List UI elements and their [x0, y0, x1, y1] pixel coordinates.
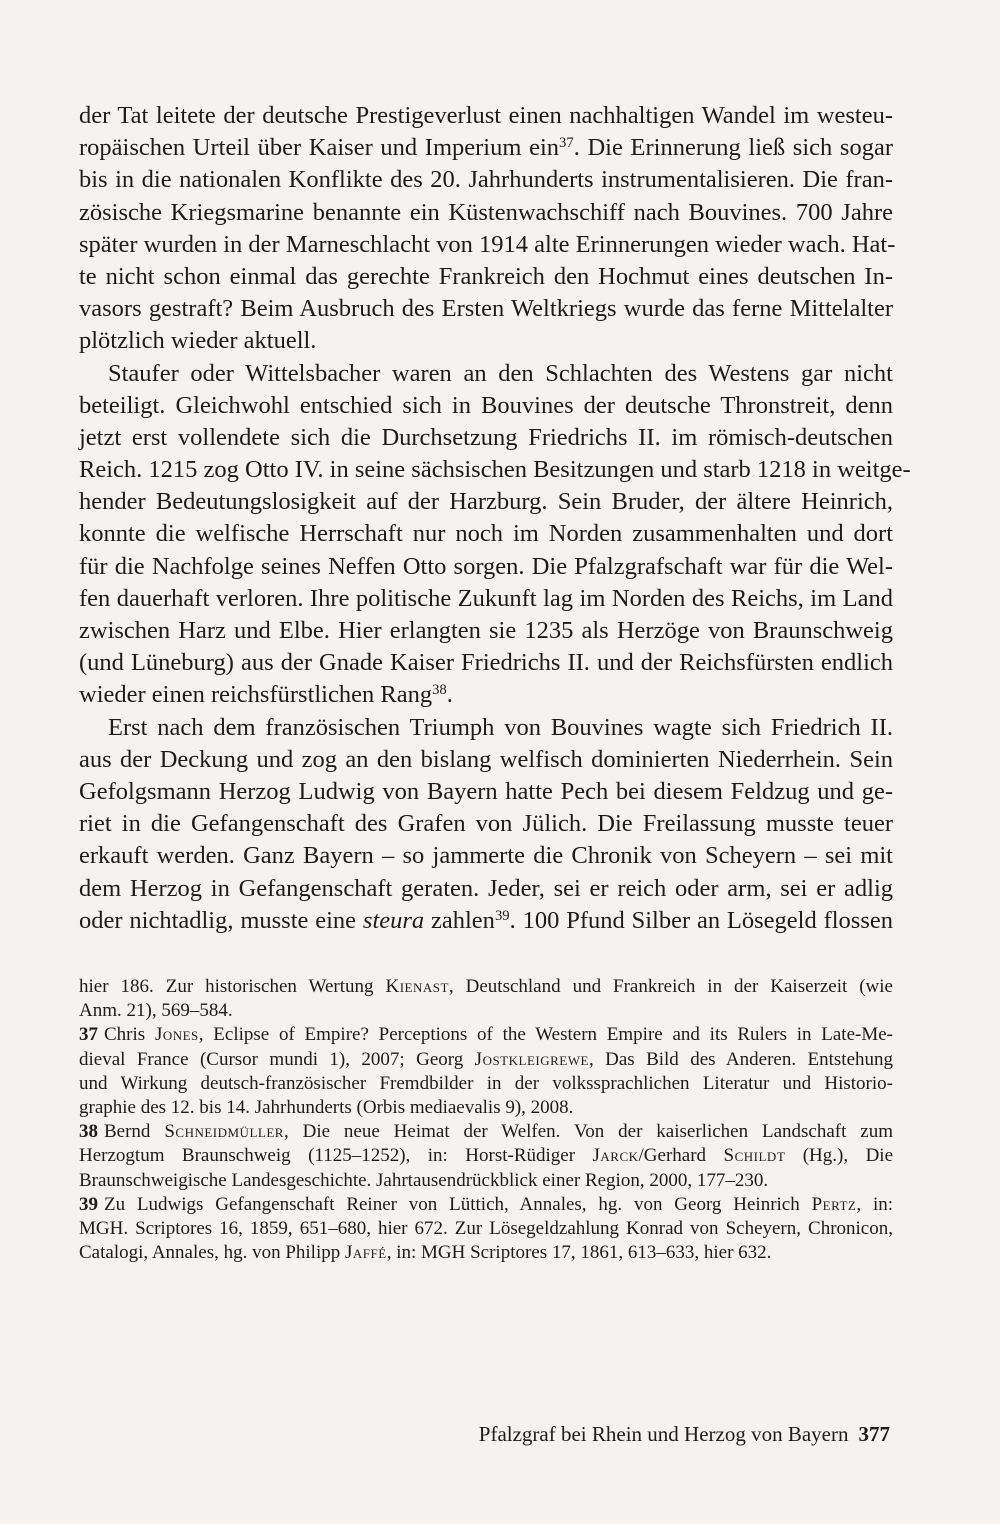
text-span: , in:: [856, 1193, 893, 1215]
text-span: Zu Ludwigs Gefangenschaft Reiner von Lüttich, Annales, hg. von Georg Heinrich: [104, 1193, 812, 1215]
text-line: [79, 905, 893, 937]
author-name: Schildt: [723, 1145, 786, 1167]
text-span: für die Nachfolge seines Neffen Otto sorgen. Die Pfalzgrafschaft war für die Wel-: [79, 552, 893, 580]
text-span: .: [446, 681, 453, 709]
text-span: Erst nach dem französischen Triumph von Bouvines wagte sich Friedrich II.: [108, 713, 893, 741]
footnote-line: [79, 1169, 893, 1193]
footnote-38: [79, 1120, 893, 1144]
text-span: Herzogtum Braunschweig (1125–1252), in: Horst-Rüdiger: [79, 1145, 593, 1167]
footnote-line: [79, 975, 893, 999]
text-line: [79, 744, 893, 776]
footnote-37: [79, 1023, 893, 1047]
text-span: /Gerhard: [638, 1145, 724, 1167]
footnote-line: [79, 1072, 893, 1096]
author-name: Jones: [154, 1024, 199, 1046]
text-span: . Die Erinnerung ließ sich sogar: [573, 134, 893, 162]
text-line: [79, 518, 893, 550]
author-name: Schneidmüller: [164, 1121, 284, 1143]
text-line: [79, 679, 893, 711]
text-span: bis in die nationalen Konflikte des 20. Jahrhunderts instrumentalisieren. Die fran-: [79, 166, 893, 194]
text-line: [79, 615, 893, 647]
footnote-number: 37: [79, 1024, 98, 1046]
text-span: Braunschweigische Landesgeschichte. Jahrtausendrückblick einer Region, 2000, 177–230.: [79, 1169, 769, 1191]
footnote-line: [79, 1096, 893, 1120]
footnote-number: 39: [79, 1193, 98, 1215]
text-span: riet in die Gefangenschaft des Grafen von Jülich. Die Freilassung musste teuer: [79, 810, 893, 838]
text-span: zwischen Harz und Elbe. Hier erlangten sie 1235 als Herzöge von Braunschweig: [79, 617, 893, 644]
text-span: MGH. Scriptores 16, 1859, 651–680, hier 672. Zur Lösegeldzahlung Konrad von Scheyern, Chronicon,: [79, 1217, 893, 1239]
text-span: später wurden in der Marneschlacht von 1914 alte Erinnerungen wieder wach. Hat-: [79, 230, 896, 258]
text-span: , Das Bild des Anderen. Entstehung: [588, 1048, 894, 1070]
italic-term: steura: [362, 906, 425, 934]
text-span: ropäischen Urteil über Kaiser und Imperium ein: [79, 134, 560, 162]
text-line: [79, 583, 893, 615]
text-line: [79, 808, 893, 840]
text-span: plötzlich wieder aktuell.: [79, 327, 317, 355]
text-span: dem Herzog in Gefangenschaft geraten. Jeder, sei er reich oder arm, sei er adlig: [79, 874, 893, 902]
text-span: oder nichtadlig, musste eine: [79, 906, 363, 934]
running-title: Pfalzgraf bei Rhein und Herzog von Bayern: [478, 1422, 849, 1446]
author-name: Jaffé: [345, 1242, 387, 1264]
author-name: Pertz: [811, 1193, 857, 1215]
text-span: , Die neue Heimat der Welfen. Von der kaiserlichen Landschaft zum: [283, 1121, 893, 1143]
footnote-number: 38: [79, 1121, 98, 1143]
text-span: konnte die welfische Herrschaft nur noch im Norden zusammenhalten und dort: [79, 520, 893, 548]
text-span: , Deutschland und Frankreich in der Kaiserzeit (wie: [448, 976, 893, 997]
text-span: Bernd: [104, 1121, 165, 1143]
footnote-ref-38: 38: [432, 682, 447, 699]
footnote-line: [79, 1217, 893, 1241]
text-span: jetzt erst vollendete sich die Durchsetzung Friedrichs II. im römisch-deutschen: [79, 423, 893, 451]
footnote-line: [79, 999, 893, 1023]
text-span: vasors gestraft? Beim Ausbruch des Ersten Weltkriegs wurde das ferne Mittelalter: [79, 295, 893, 323]
footnote-ref-37: 37: [559, 135, 574, 152]
text-span: te nicht schon einmal das gerechte Frankreich den Hochmut eines deutschen In-: [79, 262, 893, 290]
text-line: [79, 293, 893, 325]
text-span: dieval France (Cursor mundi 1), 2007; Georg: [79, 1048, 475, 1070]
text-line: [79, 454, 911, 486]
footnote-line: [79, 1048, 893, 1072]
text-span: zahlen: [424, 906, 495, 934]
text-span: der Tat leitete der deutsche Prestigeverlust einen nachhaltigen Wandel im westeu-: [79, 102, 893, 129]
text-span: , Eclipse of Empire? Perceptions of the Western Empire and its Rulers in Late-Me-: [198, 1024, 893, 1046]
text-span: Gefolgsmann Herzog Ludwig von Bayern hatte Pech bei diesem Feldzug und ge-: [79, 777, 893, 805]
text-span: . 100 Pfund Silber an Lösegeld flossen: [509, 906, 893, 934]
text-span: Chris: [104, 1024, 155, 1046]
text-span: aus der Deckung und zog an den bislang welfisch dominierten Niederrhein. Sein: [79, 745, 893, 773]
text-span: beteiligt. Gleichwohl entschied sich in Bouvines der deutsche Thronstreit, denn: [79, 391, 893, 419]
page-number: 377: [858, 1422, 890, 1446]
text-span: Staufer oder Wittelsbacher waren an den Schlachten des Westens gar nicht: [108, 359, 893, 387]
text-line: [79, 358, 893, 390]
text-line: [79, 840, 893, 872]
text-line: [79, 422, 893, 454]
text-span: erkauft werden. Ganz Bayern – so jammerte die Chronik von Scheyern – sei mit: [79, 842, 893, 870]
main-text: [79, 100, 911, 937]
text-line: [79, 197, 893, 229]
text-span: wieder einen reichsfürstlichen Rang: [79, 681, 433, 709]
text-span: Anm. 21), 569–584.: [79, 1000, 233, 1022]
text-span: graphie des 12. bis 14. Jahrhunderts (Orbis mediaevalis 9), 2008.: [79, 1096, 574, 1118]
text-line: [79, 486, 893, 518]
text-line: [79, 325, 893, 357]
text-line: [79, 551, 893, 583]
footnote-line: [79, 1144, 893, 1168]
running-footer: [479, 1422, 890, 1447]
footnotes: [79, 975, 893, 1265]
text-span: , in: MGH Scriptores 17, 1861, 613–633, hier 632.: [386, 1242, 772, 1264]
text-span: hier 186. Zur historischen Wertung: [79, 976, 386, 997]
text-line: [79, 229, 896, 261]
text-span: fen dauerhaft verloren. Ihre politische Zukunft lag im Norden des Reichs, im Land: [79, 584, 893, 612]
text-line: [79, 164, 893, 196]
text-span: Reich. 1215 zog Otto IV. in seine sächsischen Besitzungen und starb 1218 in weitge-: [79, 456, 911, 484]
text-span: und Wirkung deutsch-französischer Fremdbilder in der volkssprachlichen Literatur und Historio-: [79, 1072, 893, 1094]
text-span: zösische Kriegsmarine benannte ein Küstenwachschiff nach Bouvines. 700 Jahre: [79, 198, 893, 226]
text-span: (Hg.), Die: [785, 1145, 894, 1167]
text-line: [79, 873, 893, 905]
author-name: Jarck: [592, 1145, 639, 1167]
footnote-ref-39: 39: [494, 907, 510, 924]
author-name: Jostkleigrewe: [474, 1048, 589, 1070]
text-line: [79, 390, 893, 422]
footnote-line: [79, 1241, 893, 1265]
author-name: Kienast: [385, 976, 449, 997]
text-line: [79, 261, 893, 293]
text-span: Catalogi, Annales, hg. von Philipp: [79, 1242, 345, 1264]
text-line: [79, 712, 893, 744]
text-line: [79, 776, 893, 808]
text-line: [79, 132, 893, 164]
text-span: hender Bedeutungslosigkeit auf der Harzburg. Sein Bruder, der ältere Heinrich,: [79, 488, 893, 516]
text-span: (und Lüneburg) aus der Gnade Kaiser Friedrichs II. und der Reichsfürsten endlich: [79, 649, 893, 677]
text-line: [79, 100, 893, 132]
text-line: [79, 647, 893, 679]
footnote-39: [79, 1193, 893, 1217]
